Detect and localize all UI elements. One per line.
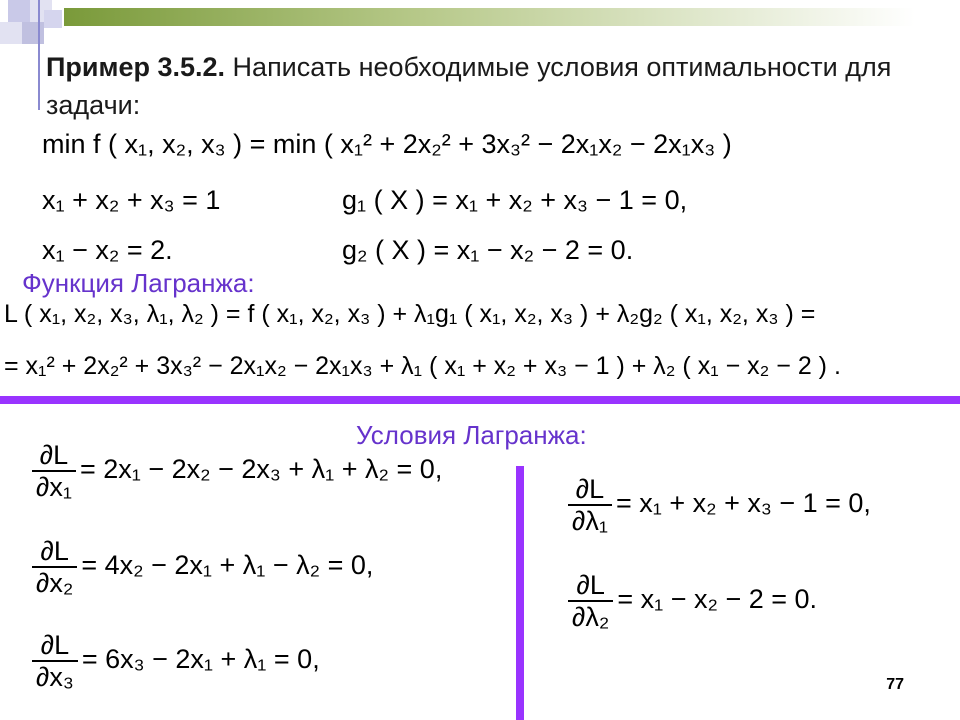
fraction-denominator: ∂x₁: [36, 472, 72, 502]
section-divider: [0, 396, 960, 404]
header-gradient-bar: [64, 8, 960, 26]
objective-function: min f ( x₁, x₂, x₃ ) = min ( x₁² + 2x₂² + 3x₃² − 2x₁x₂ − 2x₁x₃ ): [42, 129, 732, 159]
deco-square: [44, 10, 62, 28]
lagrange-function-heading: Функция Лагранжа:: [22, 268, 255, 298]
column-divider: [516, 466, 524, 720]
lagrangian-line-2: = x₁² + 2x₂² + 3x₃² − 2x₁x₂ − 2x₁x₃ + λ₁ ( x₁ + x₂ + x₃ − 1 ) + λ₂ ( x₁ − x₂ − 2 ) .: [4, 352, 841, 380]
slide-title: [46, 48, 906, 124]
fraction-numerator: ∂L: [568, 474, 612, 506]
constraint-1: x₁ + x₂ + x₃ = 1: [42, 185, 221, 215]
lagrangian-line-1: L ( x₁, x₂, x₃, λ₁, λ₂ ) = f ( x₁, x₂, x₃ ) + λ₁g₁ ( x₁, x₂, x₃ ) + λ₂g₂ ( x₁, x₂, x₃ ) =: [4, 300, 816, 328]
fraction-numerator: ∂L: [568, 570, 613, 602]
derivative-rhs: = x₁ + x₂ + x₃ − 1 = 0,: [615, 488, 871, 519]
derivative-x3: [32, 630, 320, 692]
derivative-lambda2: [568, 570, 817, 632]
deco-square: [0, 22, 22, 44]
fraction: [32, 630, 78, 692]
task-text: Написать необходимые условия оптимальности для задачи:: [46, 52, 892, 120]
fraction-denominator: ∂x₃: [36, 662, 74, 692]
fraction: [32, 536, 77, 598]
fraction-denominator: ∂λ₁: [572, 506, 608, 536]
derivative-lambda1: [568, 474, 871, 536]
derivative-x2: [32, 536, 373, 598]
example-label: Пример 3.5.2.: [46, 52, 226, 82]
fraction-numerator: ∂L: [32, 536, 77, 568]
derivative-rhs: = 2x₁ − 2x₂ − 2x₃ + λ₁ + λ₂ = 0,: [79, 454, 443, 485]
deco-vertical-line: [38, 0, 40, 110]
derivative-rhs: = x₁ − x₂ − 2 = 0.: [617, 584, 818, 615]
fraction-denominator: ∂x₂: [36, 568, 74, 598]
constraint-g2: g₂ ( X ) = x₁ − x₂ − 2 = 0.: [342, 235, 634, 265]
page-number: 77: [886, 676, 904, 693]
constraint-2: x₁ − x₂ = 2.: [42, 235, 173, 265]
deco-square: [8, 0, 30, 22]
fraction-numerator: ∂L: [32, 440, 76, 472]
derivative-x1: [32, 440, 442, 502]
fraction: [32, 440, 76, 502]
fraction: [568, 570, 613, 632]
fraction-numerator: ∂L: [32, 630, 78, 662]
deco-square: [22, 22, 44, 44]
fraction-denominator: ∂λ₂: [572, 602, 610, 632]
lagrange-conditions-heading: Условия Лагранжа:: [356, 420, 587, 450]
header-decoration: [0, 0, 960, 40]
constraint-g1: g₁ ( X ) = x₁ + x₂ + x₃ − 1 = 0,: [342, 185, 688, 215]
fraction: [568, 474, 612, 536]
derivative-rhs: = 6x₃ − 2x₁ + λ₁ = 0,: [81, 644, 320, 675]
derivative-rhs: = 4x₂ − 2x₁ + λ₁ − λ₂ = 0,: [81, 550, 374, 581]
